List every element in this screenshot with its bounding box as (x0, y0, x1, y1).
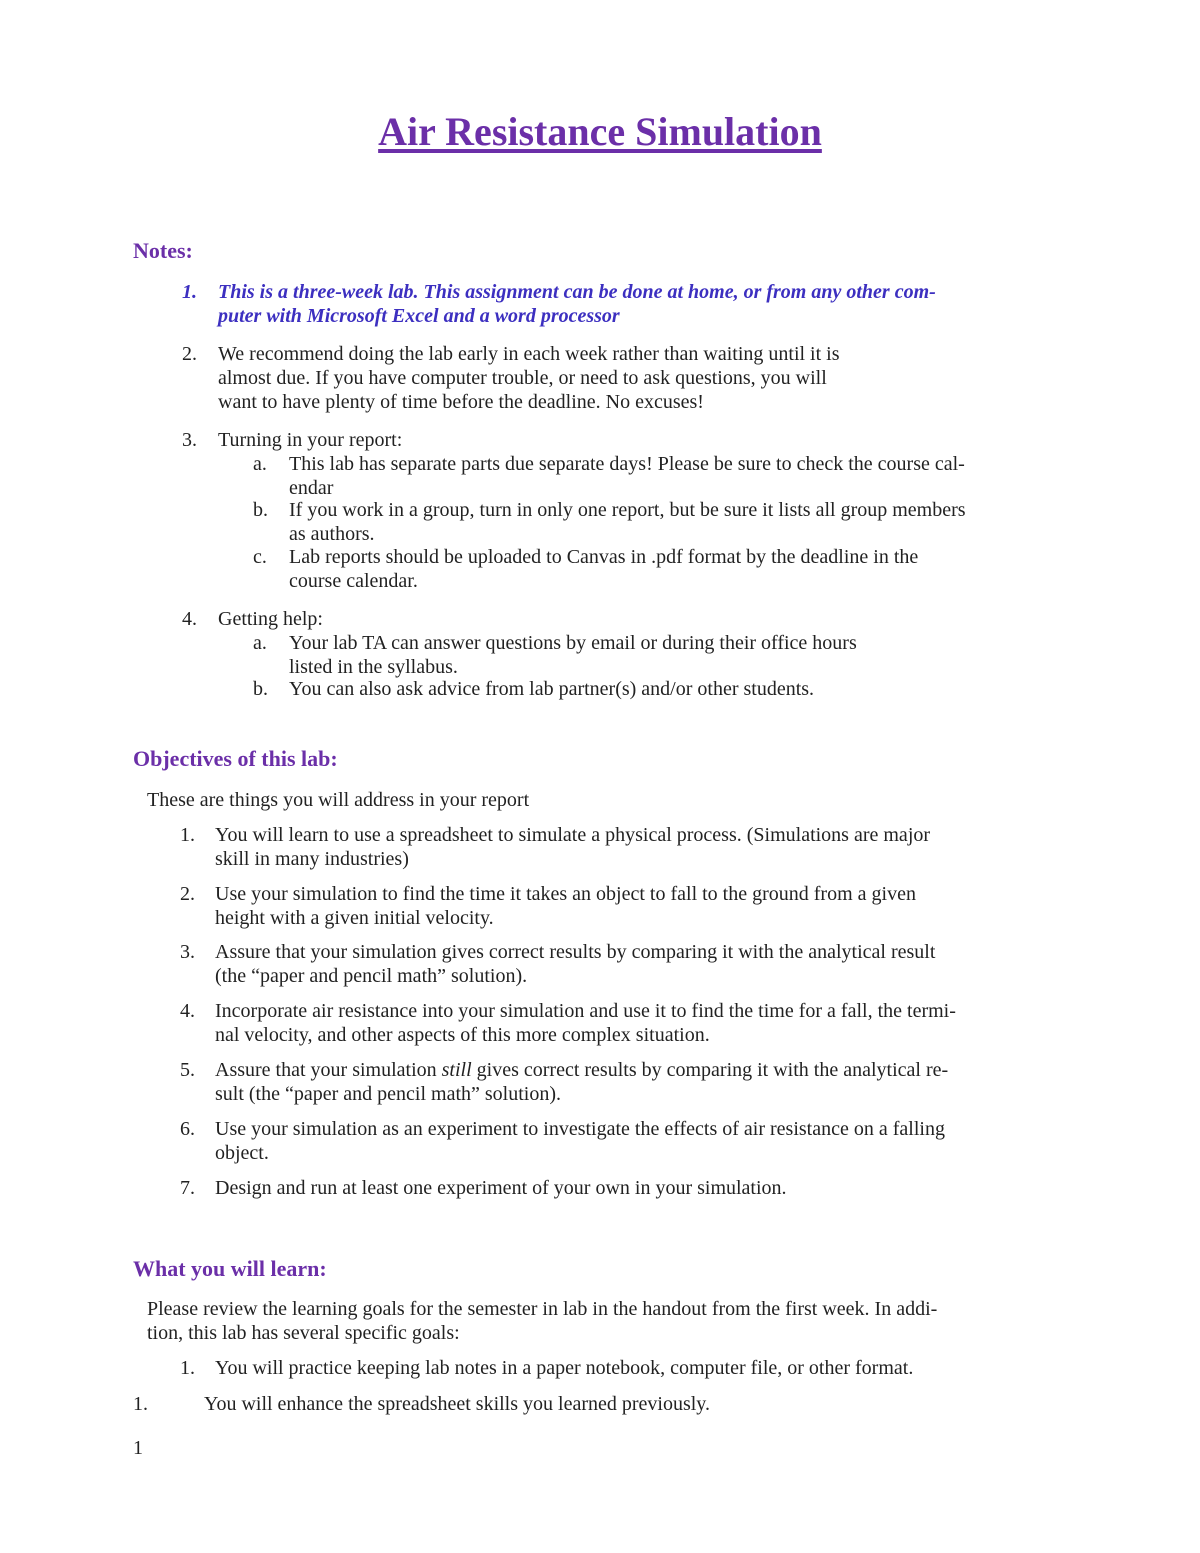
list-text: Assure that your simulation gives correct results by comparing it with the analytical result (the “paper and pencil math” solution). (215, 941, 936, 987)
list-text: Use your simulation to find the time it takes an object to fall to the ground from a given height with a given initial velocity. (215, 883, 916, 929)
list-number: 1. (182, 281, 197, 303)
list-number: 1. (180, 1357, 195, 1379)
list-text (215, 1058, 1100, 1106)
learn-heading: What you will learn: (133, 1256, 327, 1281)
page-title: Air Resistance Simulation (378, 109, 822, 154)
list-letter: a. (253, 453, 267, 475)
list-number: 1. (180, 824, 195, 846)
list-letter: b. (253, 499, 268, 521)
page-number: 1 (133, 1437, 143, 1459)
list-text: You will learn to use a spreadsheet to simulate a physical process. (Simulations are major skill in many industries) (215, 824, 931, 870)
list-text-before: Assure that your simulation (215, 1059, 442, 1081)
list-number: 2. (180, 883, 195, 905)
list-number: 5. (180, 1059, 195, 1081)
list-text: You will practice keeping lab notes in a paper notebook, computer file, or other format. (215, 1357, 914, 1379)
list-number: 3. (180, 941, 195, 963)
list-number: 4. (180, 1000, 195, 1022)
list-text: Turning in your report: (218, 429, 403, 451)
list-number: 7. (180, 1177, 195, 1199)
list-text-emphasis: still (441, 1059, 472, 1081)
list-letter: b. (253, 678, 268, 700)
learn-intro: Please review the learning goals for the semester in lab in the handout from the first week. In addi- tion, this lab has several specific goals: (147, 1298, 938, 1344)
list-text: You will enhance the spreadsheet skills you learned previously. (204, 1393, 711, 1415)
list-text: You can also ask advice from lab partner(s) and/or other students. (289, 678, 815, 700)
list-text: Incorporate air resistance into your simulation and use it to find the time for a fall, the termi- nal velocity, and other aspects of this more complex situation. (215, 1000, 956, 1046)
list-text: Your lab TA can answer questions by email or during their office hours listed in the syllabus. (289, 632, 857, 678)
list-text: Use your simulation as an experiment to investigate the effects of air resistance on a falling object. (215, 1118, 945, 1164)
list-number: 2. (182, 343, 197, 365)
list-text-after: gives correct results by comparing it with the analytical re- sult (the “paper and pencil math” solution). (215, 1059, 949, 1105)
list-text: Getting help: (218, 608, 323, 630)
objectives-intro: These are things you will address in your report (147, 789, 530, 811)
list-number: 3. (182, 429, 197, 451)
list-text: This is a three-week lab. This assignment can be done at home, or from any other com- puter with Microsoft Excel and a word processor (218, 281, 936, 327)
list-text: This lab has separate parts due separate days! Please be sure to check the course cal- endar (289, 453, 965, 499)
list-number: 1. (133, 1393, 148, 1415)
notes-heading: Notes: (133, 238, 193, 263)
list-number: 6. (180, 1118, 195, 1140)
list-letter: a. (253, 632, 267, 654)
list-number: 4. (182, 608, 197, 630)
list-text: Lab reports should be uploaded to Canvas in .pdf format by the deadline in the course calendar. (289, 546, 919, 592)
objectives-heading: Objectives of this lab: (133, 746, 338, 771)
list-text: If you work in a group, turn in only one report, but be sure it lists all group members as authors. (289, 499, 966, 545)
list-text: Design and run at least one experiment of your own in your simulation. (215, 1177, 787, 1199)
list-text: We recommend doing the lab early in each week rather than waiting until it is almost due. If you have computer trouble, or need to ask questions, you will want to have plenty of time before the deadline. No excuses! (218, 343, 840, 413)
list-letter: c. (253, 546, 267, 568)
